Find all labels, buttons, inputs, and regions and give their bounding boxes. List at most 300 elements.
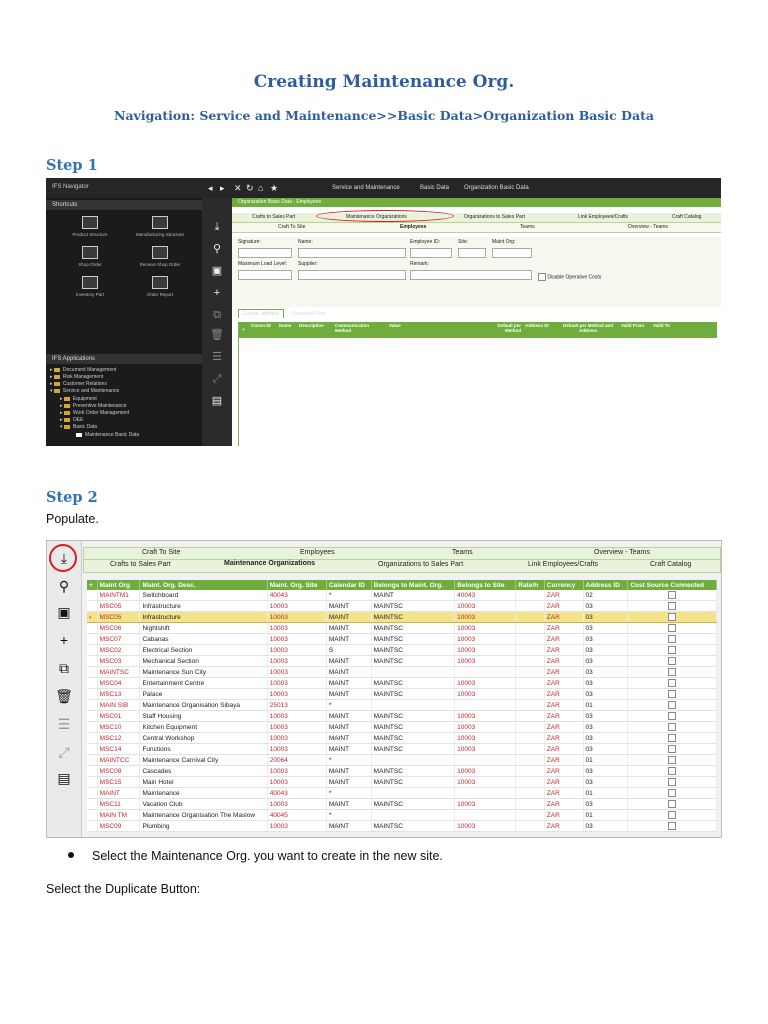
cell-currency[interactable]: ZAR (544, 821, 583, 832)
cell-calendar[interactable]: * (326, 700, 371, 711)
tree-item[interactable]: ▸ Customer Relations (50, 381, 107, 387)
cell-site[interactable]: 10003 (267, 777, 326, 788)
cell-site[interactable]: 10003 (267, 667, 326, 678)
cell-address[interactable]: 03 (583, 623, 628, 634)
cell-rate[interactable] (516, 821, 545, 832)
cell-rate[interactable] (516, 722, 545, 733)
table-row[interactable] (87, 656, 717, 667)
cell-cost-source[interactable] (628, 590, 717, 601)
cell-site[interactable]: 20064 (267, 755, 326, 766)
cell-site[interactable]: 10003 (267, 689, 326, 700)
tab-link-employees-crafts[interactable]: Link Employees/Crafts (528, 561, 599, 568)
cell-calendar[interactable]: MAINT (326, 612, 371, 623)
cell-address[interactable]: 03 (583, 645, 628, 656)
name-field[interactable] (298, 248, 406, 258)
cell-belongs-site[interactable]: 10003 (455, 645, 516, 656)
tab-organizations-to-sales-part[interactable]: Organizations to Sales Part (464, 214, 525, 220)
supplier-field[interactable] (298, 270, 406, 280)
cell-desc[interactable]: Main Hotel (140, 777, 267, 788)
cell-desc[interactable]: Nightshift (140, 623, 267, 634)
cell-calendar[interactable]: * (326, 755, 371, 766)
maint-org-field[interactable] (492, 248, 532, 258)
cell-rate[interactable] (516, 744, 545, 755)
table-row[interactable] (87, 777, 717, 788)
cell-rate[interactable] (516, 678, 545, 689)
row-indicator[interactable] (87, 711, 97, 722)
cell-desc[interactable]: Palace (140, 689, 267, 700)
cell-cost-source[interactable] (628, 777, 717, 788)
populate-icon[interactable]: ⤓ (60, 550, 68, 566)
signature-field[interactable] (238, 248, 292, 258)
tree-item[interactable]: ▸ OEE (60, 417, 84, 423)
cell-rate[interactable] (516, 799, 545, 810)
cell-site[interactable]: 40045 (267, 810, 326, 821)
row-indicator[interactable] (87, 689, 97, 700)
table-row[interactable] (87, 821, 717, 832)
list-icon[interactable]: ▤ (211, 395, 223, 407)
cell-calendar[interactable]: MAINT (326, 821, 371, 832)
cell-rate[interactable] (516, 656, 545, 667)
checkbox-icon[interactable] (668, 778, 676, 786)
cell-desc[interactable]: Vacation Club (140, 799, 267, 810)
cell-belongs-org[interactable]: MAINTSC (371, 601, 455, 612)
cell-currency[interactable]: ZAR (544, 656, 583, 667)
cell-maint-org[interactable]: MSC11 (97, 799, 140, 810)
cell-site[interactable]: 10003 (267, 722, 326, 733)
cell-currency[interactable]: ZAR (544, 810, 583, 821)
row-indicator[interactable] (87, 667, 97, 678)
cell-desc[interactable]: Electrical Section (140, 645, 267, 656)
cell-currency[interactable]: ZAR (544, 634, 583, 645)
cell-belongs-org[interactable]: MAINTSC (371, 821, 455, 832)
checkbox-icon[interactable] (668, 756, 676, 764)
tab-maintenance-organizations[interactable]: Maintenance Organizations (224, 560, 316, 567)
cell-rate[interactable] (516, 711, 545, 722)
cell-address[interactable]: 03 (583, 634, 628, 645)
add-row-icon[interactable]: + (242, 327, 245, 332)
row-indicator[interactable] (87, 733, 97, 744)
cell-desc[interactable]: Infrastructure (140, 601, 267, 612)
checkbox-icon[interactable] (668, 657, 676, 665)
cell-rate[interactable] (516, 700, 545, 711)
checkbox-icon[interactable] (668, 745, 676, 753)
home-icon[interactable]: ⌂ (258, 183, 264, 193)
shortcut-shop-order[interactable]: Shop Order (60, 246, 120, 267)
checkbox-icon[interactable] (668, 723, 676, 731)
checkbox-icon[interactable] (668, 624, 676, 632)
cell-belongs-org[interactable]: MAINTSC (371, 623, 455, 634)
cell-currency[interactable]: ZAR (544, 777, 583, 788)
cell-belongs-site[interactable]: 10003 (455, 777, 516, 788)
cell-rate[interactable] (516, 590, 545, 601)
cell-currency[interactable]: ZAR (544, 744, 583, 755)
cell-currency[interactable]: ZAR (544, 700, 583, 711)
cell-cost-source[interactable] (628, 645, 717, 656)
add-row-icon[interactable]: + (87, 580, 97, 590)
cell-belongs-org[interactable]: MAINTSC (371, 722, 455, 733)
tab-overview-teams[interactable]: Overview - Teams (594, 549, 650, 556)
tab-operation-filter[interactable]: Operation Filter (291, 311, 326, 317)
tab-teams[interactable]: Teams (452, 549, 473, 556)
cell-belongs-site[interactable] (455, 755, 516, 766)
cell-belongs-org[interactable]: MAINTSC (371, 766, 455, 777)
cell-rate[interactable] (516, 634, 545, 645)
cell-rate[interactable] (516, 755, 545, 766)
cell-rate[interactable] (516, 788, 545, 799)
cell-belongs-site[interactable]: 10003 (455, 623, 516, 634)
column-header[interactable]: Communication Method (335, 323, 370, 333)
cell-belongs-site[interactable]: 10003 (455, 799, 516, 810)
cell-belongs-site[interactable]: 10003 (455, 612, 516, 623)
details-icon[interactable]: ☰ (212, 351, 222, 363)
cell-belongs-site[interactable]: 10003 (455, 634, 516, 645)
row-indicator[interactable] (87, 777, 97, 788)
cell-address[interactable]: 03 (583, 667, 628, 678)
column-header-address[interactable]: Address ID (583, 580, 628, 590)
cell-cost-source[interactable] (628, 744, 717, 755)
table-row[interactable] (87, 678, 717, 689)
cell-calendar[interactable]: MAINT (326, 678, 371, 689)
cell-calendar[interactable]: * (326, 590, 371, 601)
cell-belongs-org[interactable]: MAINTSC (371, 656, 455, 667)
cell-address[interactable]: 03 (583, 733, 628, 744)
search-icon[interactable]: ⚲ (58, 578, 70, 594)
row-indicator[interactable]: › (87, 612, 97, 623)
cell-belongs-org[interactable]: MAINTSC (371, 799, 455, 810)
row-indicator[interactable] (87, 755, 97, 766)
cell-maint-org[interactable]: MSC01 (97, 711, 140, 722)
cell-belongs-org[interactable]: MAINTSC (371, 678, 455, 689)
cell-calendar[interactable]: MAINT (326, 733, 371, 744)
checkbox-icon[interactable] (668, 734, 676, 742)
cell-desc[interactable]: Functions (140, 744, 267, 755)
cell-cost-source[interactable] (628, 678, 717, 689)
cell-maint-org[interactable]: MSC07 (97, 634, 140, 645)
checkbox-icon[interactable] (668, 690, 676, 698)
tab-link-employees-crafts[interactable]: Link Employees/Crafts (578, 214, 629, 220)
cell-maint-org[interactable]: MAINTCC (97, 755, 140, 766)
cell-calendar[interactable]: MAINT (326, 656, 371, 667)
checkbox-icon[interactable] (668, 679, 676, 687)
tab-overview-teams[interactable]: Overview - Teams (628, 224, 668, 230)
column-header[interactable]: Name (279, 323, 292, 328)
cell-desc[interactable]: Maintenance (140, 788, 267, 799)
cell-address[interactable]: 01 (583, 810, 628, 821)
cell-maint-org[interactable]: MSC02 (97, 645, 140, 656)
cell-address[interactable]: 03 (583, 821, 628, 832)
cell-desc[interactable]: Staff Housing (140, 711, 267, 722)
cell-belongs-org[interactable] (371, 810, 455, 821)
cell-currency[interactable]: ZAR (544, 722, 583, 733)
table-row[interactable] (87, 788, 717, 799)
cell-currency[interactable]: ZAR (544, 788, 583, 799)
forward-icon[interactable]: ▸ (220, 183, 225, 193)
cell-address[interactable]: 03 (583, 612, 628, 623)
cell-maint-org[interactable]: MAINT (97, 788, 140, 799)
cell-maint-org[interactable]: MSC08 (97, 766, 140, 777)
column-header-site[interactable]: Maint. Org. Site (267, 580, 326, 590)
cell-currency[interactable]: ZAR (544, 601, 583, 612)
cell-maint-org[interactable]: MSC13 (97, 689, 140, 700)
cell-rate[interactable] (516, 766, 545, 777)
table-row[interactable] (87, 711, 717, 722)
row-indicator[interactable] (87, 744, 97, 755)
cell-calendar[interactable]: MAINT (326, 623, 371, 634)
cell-cost-source[interactable] (628, 689, 717, 700)
cell-calendar[interactable]: MAINT (326, 667, 371, 678)
delete-icon[interactable]: 🗑 (55, 688, 73, 704)
cell-maint-org[interactable]: MSC14 (97, 744, 140, 755)
tab-crafts-to-sales-part[interactable]: Crafts to Sales Part (252, 214, 296, 220)
checkbox-icon[interactable] (668, 668, 676, 676)
cell-site[interactable]: 40043 (267, 590, 326, 601)
table-row[interactable] (87, 722, 717, 733)
cell-calendar[interactable]: MAINT (326, 722, 371, 733)
cell-maint-org[interactable]: MSC05 (97, 601, 140, 612)
cell-cost-source[interactable] (628, 766, 717, 777)
column-header-rate[interactable]: Rate/h (516, 580, 545, 590)
cell-desc[interactable]: Central Workshop (140, 733, 267, 744)
cell-desc[interactable]: Entertainment Centre (140, 678, 267, 689)
cell-address[interactable]: 03 (583, 722, 628, 733)
cell-belongs-org[interactable] (371, 700, 455, 711)
cell-currency[interactable]: ZAR (544, 667, 583, 678)
cell-maint-org[interactable]: MAIN SIB (97, 700, 140, 711)
row-indicator[interactable] (87, 601, 97, 612)
cell-address[interactable]: 03 (583, 689, 628, 700)
cell-belongs-site[interactable]: 10003 (455, 656, 516, 667)
cell-desc[interactable]: Cabanas (140, 634, 267, 645)
cell-belongs-site[interactable]: 10003 (455, 601, 516, 612)
disable-costs-checkbox[interactable]: Disable Operative Costs (538, 273, 601, 281)
table-row[interactable] (87, 689, 717, 700)
cell-rate[interactable] (516, 810, 545, 821)
cell-cost-source[interactable] (628, 700, 717, 711)
save-icon[interactable]: ▣ (211, 265, 223, 277)
cell-calendar[interactable]: MAINT (326, 766, 371, 777)
shortcut-product-structure[interactable]: Product Structure (60, 216, 120, 237)
cell-site[interactable]: 10003 (267, 645, 326, 656)
column-header[interactable]: Valid From (621, 323, 645, 328)
column-header-belongs-site[interactable]: Belongs to Site (455, 580, 516, 590)
cell-currency[interactable]: ZAR (544, 689, 583, 700)
table-row[interactable] (87, 645, 717, 656)
cell-address[interactable]: 03 (583, 656, 628, 667)
new-icon[interactable]: + (59, 632, 69, 648)
cell-site[interactable]: 10003 (267, 733, 326, 744)
cell-belongs-site[interactable]: 10003 (455, 733, 516, 744)
checkbox-icon[interactable] (668, 602, 676, 610)
cell-address[interactable]: 03 (583, 678, 628, 689)
cell-desc[interactable]: Maintenance Organisation Sibaya (140, 700, 267, 711)
cell-belongs-site[interactable]: 40043 (455, 590, 516, 601)
column-header[interactable]: Default per Method (497, 323, 521, 333)
table-row[interactable] (87, 744, 717, 755)
cell-maint-org[interactable]: MSC03 (97, 656, 140, 667)
cell-rate[interactable] (516, 667, 545, 678)
checkbox-icon[interactable] (668, 635, 676, 643)
cell-calendar[interactable]: * (326, 810, 371, 821)
cell-maint-org[interactable]: MAINTM1 (97, 590, 140, 601)
shortcut-receive-shop-order[interactable]: Receive Shop Order (130, 246, 190, 267)
cell-cost-source[interactable] (628, 656, 717, 667)
cell-desc[interactable]: Maintenance Carnival City (140, 755, 267, 766)
tab-employees[interactable]: Employees (400, 224, 427, 230)
row-indicator[interactable] (87, 799, 97, 810)
shortcut-order-report[interactable]: Order Report (130, 276, 190, 297)
cell-address[interactable]: 03 (583, 799, 628, 810)
cell-site[interactable]: 25013 (267, 700, 326, 711)
table-row[interactable] (87, 612, 717, 623)
checkbox-icon[interactable] (668, 646, 676, 654)
row-indicator[interactable] (87, 645, 97, 656)
tree-item[interactable]: ▸ Preventive Maintenance (60, 403, 127, 409)
checkbox-icon[interactable] (668, 800, 676, 808)
cell-belongs-org[interactable]: MAINTSC (371, 777, 455, 788)
cell-currency[interactable]: ZAR (544, 799, 583, 810)
column-header[interactable]: Description (299, 323, 324, 328)
cell-maint-org[interactable]: MSC10 (97, 722, 140, 733)
column-header[interactable]: Default per Method and Address (562, 323, 613, 333)
cell-desc[interactable]: Infrastructure (140, 612, 267, 623)
table-row[interactable] (87, 810, 717, 821)
cell-site[interactable]: 10003 (267, 623, 326, 634)
cell-rate[interactable] (516, 689, 545, 700)
cell-belongs-org[interactable]: MAINTSC (371, 612, 455, 623)
row-indicator[interactable] (87, 722, 97, 733)
delete-icon[interactable]: 🗑 (210, 329, 224, 341)
cell-address[interactable]: 03 (583, 744, 628, 755)
cell-belongs-org[interactable] (371, 788, 455, 799)
tree-item[interactable]: Maintenance Basic Data (76, 432, 139, 438)
checkbox-icon[interactable] (668, 822, 676, 830)
cell-currency[interactable]: ZAR (544, 678, 583, 689)
table-row[interactable] (87, 799, 717, 810)
cell-cost-source[interactable] (628, 722, 717, 733)
site-field[interactable] (458, 248, 486, 258)
cell-belongs-org[interactable]: MAINTSC (371, 645, 455, 656)
checkbox-icon[interactable] (668, 811, 676, 819)
populate-icon[interactable]: ⤓ (214, 221, 220, 233)
save-icon[interactable]: ▣ (57, 604, 71, 620)
employee-id-field[interactable] (410, 248, 452, 258)
row-indicator[interactable] (87, 623, 97, 634)
cell-calendar[interactable]: MAINT (326, 744, 371, 755)
column-header-cost-source[interactable]: Cost Source Connected (628, 580, 717, 590)
cell-maint-org[interactable]: MSC06 (97, 623, 140, 634)
tree-item[interactable]: ▸ Equipment (60, 396, 97, 402)
cell-cost-source[interactable] (628, 755, 717, 766)
column-header-belongs-org[interactable]: Belongs to Maint. Org. (371, 580, 455, 590)
cell-currency[interactable]: ZAR (544, 590, 583, 601)
cell-belongs-site[interactable] (455, 667, 516, 678)
cell-address[interactable]: 01 (583, 788, 628, 799)
cell-belongs-org[interactable] (371, 667, 455, 678)
cell-site[interactable]: 10003 (267, 601, 326, 612)
cell-rate[interactable] (516, 733, 545, 744)
tab-organizations-to-sales-part[interactable]: Organizations to Sales Part (378, 561, 464, 568)
checkbox-icon[interactable] (668, 712, 676, 720)
cell-cost-source[interactable] (628, 799, 717, 810)
cell-site[interactable]: 10003 (267, 678, 326, 689)
cell-calendar[interactable]: MAINT (326, 799, 371, 810)
table-row[interactable] (87, 590, 717, 601)
cell-site[interactable]: 40043 (267, 788, 326, 799)
column-header[interactable]: Valid To (653, 323, 670, 328)
duplicate-icon[interactable]: ⧉ (213, 309, 221, 321)
checkbox-icon[interactable] (668, 591, 676, 599)
cell-cost-source[interactable] (628, 667, 717, 678)
cell-currency[interactable]: ZAR (544, 766, 583, 777)
cell-belongs-site[interactable]: 10003 (455, 689, 516, 700)
tree-item[interactable]: ▸ Document Management (50, 367, 117, 373)
cell-belongs-org[interactable]: MAINTSC (371, 634, 455, 645)
close-icon[interactable]: ✕ (234, 183, 242, 193)
checkbox-icon[interactable] (668, 613, 676, 621)
cell-currency[interactable]: ZAR (544, 755, 583, 766)
row-indicator[interactable] (87, 810, 97, 821)
row-indicator[interactable] (87, 656, 97, 667)
cell-desc[interactable]: Mechanical Section (140, 656, 267, 667)
cell-maint-org[interactable]: MSC04 (97, 678, 140, 689)
cell-desc[interactable]: Maintenance Organisation The Maslow (140, 810, 267, 821)
cell-belongs-site[interactable]: 10003 (455, 766, 516, 777)
cell-belongs-org[interactable]: MAINTSC (371, 711, 455, 722)
cell-desc[interactable]: Kitchen Equipment (140, 722, 267, 733)
cell-desc[interactable]: Cascades (140, 766, 267, 777)
row-indicator[interactable] (87, 821, 97, 832)
cell-desc[interactable]: Maintenance Sun City (140, 667, 267, 678)
back-icon[interactable]: ◂ (208, 183, 213, 193)
duplicate-icon[interactable]: ⧉ (59, 660, 69, 676)
cell-belongs-org[interactable]: MAINT (371, 590, 455, 601)
cell-maint-org[interactable]: MSC05 (97, 612, 140, 623)
cell-maint-org[interactable]: MAIN TM (97, 810, 140, 821)
cell-calendar[interactable]: MAINT (326, 601, 371, 612)
column-header[interactable]: Address ID (525, 323, 549, 328)
column-header[interactable]: Value (389, 323, 401, 328)
cell-maint-org[interactable]: MSC15 (97, 777, 140, 788)
cell-belongs-site[interactable]: 10003 (455, 821, 516, 832)
cell-calendar[interactable]: * (326, 788, 371, 799)
table-row[interactable] (87, 755, 717, 766)
tree-item[interactable]: ▸ Risk Management (50, 374, 104, 380)
shortcut-manufacturing-structure[interactable]: Manufacturing Structure (130, 216, 190, 237)
cell-belongs-org[interactable]: MAINTSC (371, 744, 455, 755)
applications-header[interactable]: IFS Applications (46, 354, 202, 364)
tree-item[interactable]: ▾ Basic Data (60, 424, 98, 430)
cell-calendar[interactable]: S (326, 645, 371, 656)
list-icon[interactable]: ▤ (57, 770, 71, 786)
cell-address[interactable]: 02 (583, 590, 628, 601)
cell-cost-source[interactable] (628, 810, 717, 821)
cell-belongs-org[interactable] (371, 755, 455, 766)
cell-address[interactable]: 03 (583, 711, 628, 722)
shortcuts-header[interactable]: Shortcuts (46, 200, 202, 210)
cell-currency[interactable]: ZAR (544, 645, 583, 656)
zoom-icon[interactable]: ⤢ (58, 744, 70, 760)
cell-site[interactable]: 10003 (267, 744, 326, 755)
tab-crafts-to-sales-part[interactable]: Crafts to Sales Part (110, 561, 171, 568)
shortcut-inventory-part[interactable]: Inventory Part (60, 276, 120, 297)
cell-currency[interactable]: ZAR (544, 711, 583, 722)
cell-site[interactable]: 10003 (267, 634, 326, 645)
table-row[interactable] (87, 766, 717, 777)
tab-employees[interactable]: Employees (300, 549, 335, 556)
cell-rate[interactable] (516, 612, 545, 623)
zoom-icon[interactable]: ⤢ (212, 373, 222, 385)
tab-craft-to-site[interactable]: Craft To Site (278, 224, 306, 230)
